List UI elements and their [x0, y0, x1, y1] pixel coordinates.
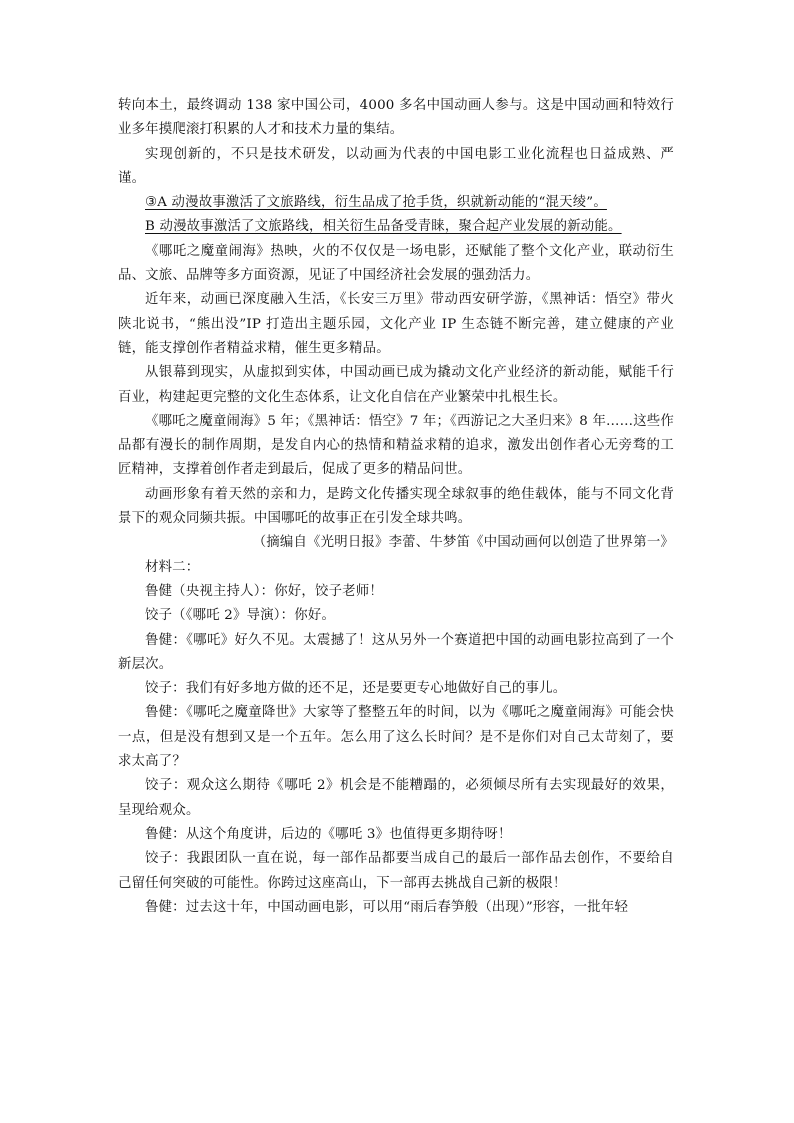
dialogue-line: 鲁健：《哪吒之魔童降世》大家等了整整五年的时间，以为《哪吒之魔童闹海》可能会快一点，但是没有想到又是一个五年。怎么用了这么长时间？是不是你们对自己太苛刻了，要求太高了？: [118, 705, 674, 770]
dialogue-line: 鲁健：过去这十年，中国动画电影，可以用“雨后春笋般（出现）”形容，一批年轻: [145, 899, 629, 915]
paragraph-nezha-hit: 《哪吒之魔童闹海》热映，火的不仅仅是一场电影，还赋能了整个文化产业，联动衍生品、文旅、品牌等多方面资源，见证了中国经济社会发展的强劲活力。: [118, 243, 674, 284]
source-citation: （摘编自《光明日报》李蕾、牛梦笛《中国动画何以创造了世界第一》: [252, 535, 674, 551]
dialogue-line: 饺子（《哪吒 2》导演）：你好。: [145, 608, 336, 624]
paragraph-global-resonance: 动画形象有着天然的亲和力，是跨文化传播实现全球叙事的绝佳载体，能与不同文化背景下的观众同频共振。中国哪吒的故事正在引发全球共鸣。: [118, 486, 674, 527]
paragraph-continued: 转向本土，最终调动 138 家中国公司，4000 多名中国动画人参与。这是中国动画和特效行业多年摸爬滚打积累的人才和技术力量的集结。: [118, 98, 674, 138]
underlined-sentence-a: ③A 动漫故事激活了文旅路线，衍生品成了抢手货，织就新动能的“混天绫”。: [145, 195, 607, 211]
paragraph-production-cycles: 《哪吒之魔童闹海》5 年；《黑神话：悟空》7 年；《西游记之大圣归来》8 年……这些作品都有漫长的制作周期，是发自内心的热情和精益求精的追求，激发出创作者心无旁骛的工匠精神，支撑着创作者走到最后，促成了更多的精品问世。: [118, 413, 674, 478]
dialogue-line: 鲁健：《哪吒》好久不见。太震撼了！这从另外一个赛道把中国的动画电影拉高到了一个新层次。: [118, 632, 674, 672]
dialogue-line: 饺子：我跟团队一直在说，每一部作品都要当成自己的最后一部作品去创作，不要给自己留任何突破的可能性。你跨过这座高山，下一部再去挑战自己新的极限！: [118, 851, 674, 891]
dialogue-line: 饺子：我们有好多地方做的还不足，还是要更专心地做好自己的事儿。: [145, 681, 567, 697]
paragraph-screen-to-reality: 从银幕到现实，从虚拟到实体，中国动画已成为撬动文化产业经济的新动能，赋能千行百业，构建起更完整的文化生态体系，让文化自信在产业繁荣中扎根生长。: [118, 365, 674, 405]
paragraph-recent-years: 近年来，动画已深度融入生活，《长安三万里》带动西安研学游，《黑神话：悟空》带火陕北说书，“熊出没”IP 打造出主题乐园，文化产业 IP 生态链不断完善，建立健康的产业链，能支撑创作者精益求精，催生更多精品。: [118, 292, 674, 356]
document-page: [118, 94, 674, 920]
paragraph-innovation: 实现创新的，不只是技术研发，以动画为代表的中国电影工业化流程也日益成熟、严谨。: [118, 146, 674, 186]
underlined-sentence-b: B 动漫故事激活了文旅路线，相关衍生品备受青睐，聚合起产业发展的新动能。: [145, 219, 622, 235]
dialogue-line: 鲁健：从这个角度讲，后边的《哪吒 3》也值得更多期待呀！: [145, 826, 512, 842]
material-two-heading: 材料二：: [145, 559, 200, 575]
dialogue-line: 鲁健（央视主持人）：你好，饺子老师！: [145, 583, 383, 599]
dialogue-line: 饺子：观众这么期待《哪吒 2》机会是不能糟蹋的，必须倾尽所有去实现最好的效果，呈现给观众。: [118, 778, 674, 818]
